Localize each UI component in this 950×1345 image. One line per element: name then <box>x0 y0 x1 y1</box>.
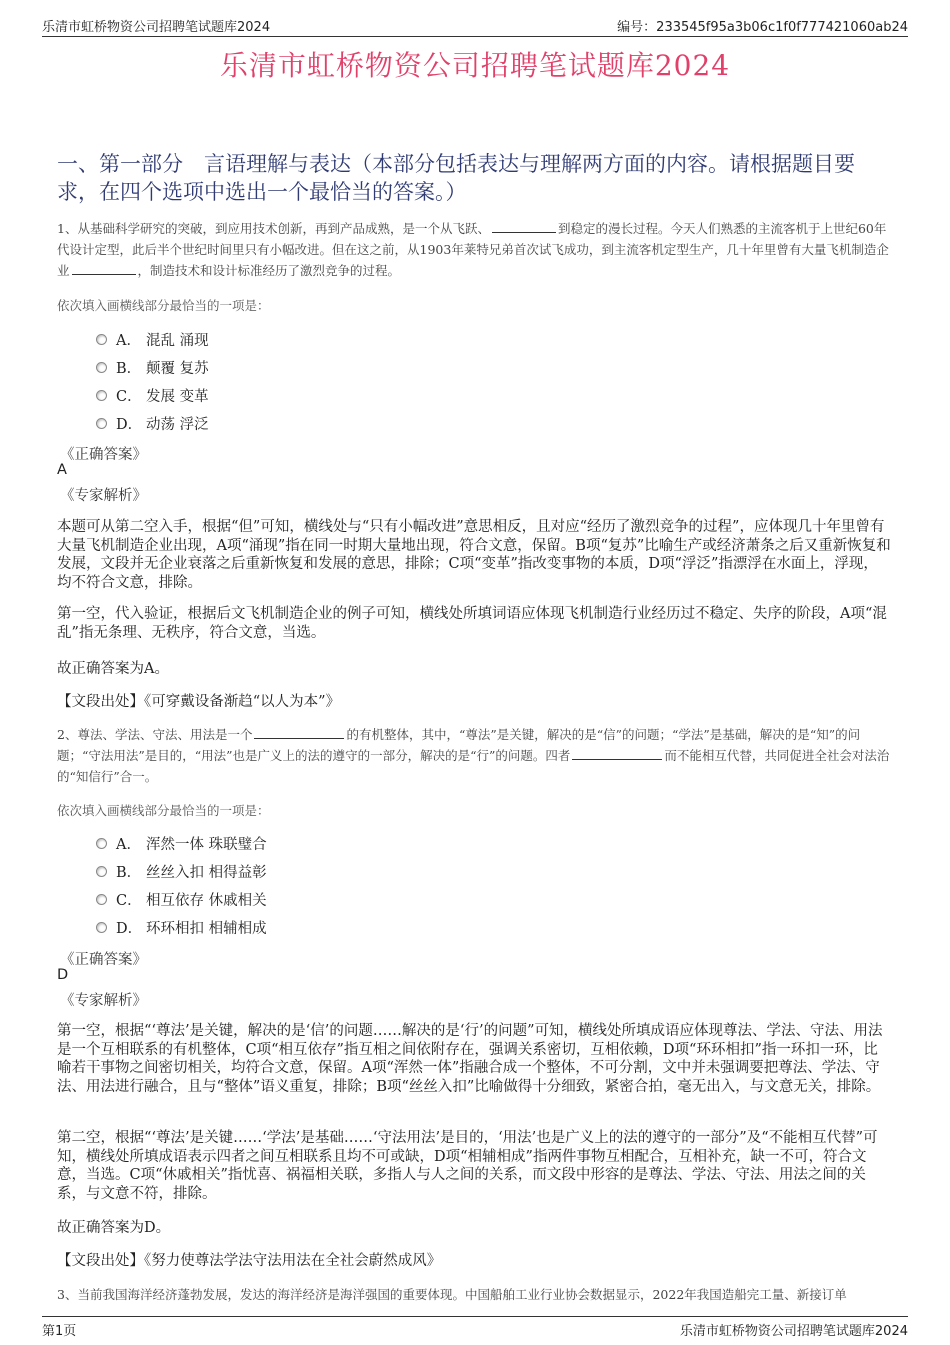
question-2-options <box>96 829 267 941</box>
question-1-options <box>96 325 209 437</box>
page-title: 乐清市虹桥物资公司招聘笔试题库2024 <box>219 49 731 82</box>
text-source: 【文段出处】《努力使尊法学法守法用法在全社会蔚然成风》 <box>57 1253 442 1269</box>
question-2-part-c: 而不能相互代替，共同促进全社会对法治的“知信行”合一。 <box>57 748 890 784</box>
question-2-text <box>57 724 895 787</box>
analysis-paragraph: 第一空，代入验证，根据后文飞机制造企业的例子可知，横线处所填词语应体现飞机制造行业经历过不稳定、失序的阶段，A项“混乱”指无条理、无秩序，符合文意，当选。 <box>57 606 887 641</box>
correct-answer: D <box>57 967 69 983</box>
option-b[interactable]: B． 颠覆 复苏 <box>96 353 209 381</box>
radio-icon[interactable] <box>96 894 107 905</box>
question-1-part-b: 到稳定的漫长过程。今天人们熟悉的主流客机于上世纪60年代设计定型，此后半个世纪时间里只有小幅改进。但在这之前，从1903年莱特兄弟首次试飞成功，到主流客机定型生产，几十年里曾有大量飞机制造企业 <box>57 221 889 278</box>
correct-answer: A <box>57 462 67 478</box>
option-c[interactable]: C． 发展 变革 <box>96 381 209 409</box>
question-3-text: 3、当前我国海洋经济蓬勃发展，发达的海洋经济是海洋强国的重要体现。中国船舶工业行业协会数据显示，2022年我国造船完工量、新接订单 <box>57 1287 847 1302</box>
option-d[interactable]: D． 环环相扣 相辅相成 <box>96 913 267 941</box>
correct-answer-label: 《正确答案》 <box>60 447 147 463</box>
question-1-part-c: ，制造技术和设计标准经历了激烈竞争的过程。 <box>137 263 401 278</box>
page-footer <box>42 1316 908 1337</box>
header-document-id: 编号：233545f95a3b06c1f0f777421060ab24 <box>617 20 908 35</box>
question-1-prompt: 依次填入画横线部分最恰当的一项是： <box>57 298 270 313</box>
option-a[interactable]: A． 浑然一体 珠联璧合 <box>96 829 267 857</box>
header-left-title: 乐清市虹桥物资公司招聘笔试题库2024 <box>42 20 271 35</box>
radio-icon[interactable] <box>96 334 107 345</box>
blank-line <box>572 747 662 760</box>
radio-icon[interactable] <box>96 362 107 373</box>
analysis-paragraph: 第一空，根据“‘尊法’是关键，解决的是‘信’的问题……解决的是‘行’的问题”可知，横线处所填成语应体现尊法、学法、守法、用法是一个互相联系的有机整体，C项“相互依存”指互相之间依附存在，强调关系密切，互相依赖，D项“环环相扣”指一环扣一环，比喻若干事物之间密切相关，均符合文意，保留。A项“浑然一体”指融合成一个整体，不可分割，文中并未强调要把尊法、学法、守法、用法进行融合，且与“整体”语义重复，排除；B项“丝丝入扣”比喻做得十分细致，紧密合拍，毫无出入，与文意无关，排除。 <box>57 1023 883 1095</box>
option-c[interactable]: C． 相互依存 休戚相关 <box>96 885 267 913</box>
page-header <box>42 14 908 37</box>
question-2-part-b: 的有机整体，其中，“尊法”是关键，解决的是“信”的问题；“学法”是基础，解决的是“知”的问题；“守法用法”是目的，“用法”也是广义上的法的遵守的一部分，解决的是“行”的问题。四者 <box>57 727 861 763</box>
analysis-paragraph: 本题可从第二空入手，根据“但”可知，横线处与“只有小幅改进”意思相反，且对应“经历了激烈竞争的过程”，应体现几十年里曾有大量飞机制造企业出现，A项“涌现”指在同一时期大量地出现，符合文意，保留。B项“复苏”比喻生产或经济萧条之后又重新恢复和发展，文段并无企业衰落之后重新恢复和发展的意思，排除；C项“变革”指改变事物的本质，D项“浮泛”指漂浮在水面上，浮现，均不符合文意，排除。 <box>57 519 891 591</box>
section-heading: 一、第一部分 言语理解与表达（本部分包括表达与理解两方面的内容。请根据题目要求，在四个选项中选出一个最恰当的答案。） <box>57 152 855 204</box>
correct-answer-label: 《正确答案》 <box>60 952 147 968</box>
radio-icon[interactable] <box>96 390 107 401</box>
question-2-part-a: 2、尊法、学法、守法、用法是一个 <box>57 727 253 742</box>
question-1-part-a: 1、从基础科学研究的突破，到应用技术创新，再到产品成熟，是一个从飞跃、 <box>57 221 490 236</box>
expert-analysis-label: 《专家解析》 <box>60 993 147 1009</box>
option-d[interactable]: D． 动荡 浮泛 <box>96 409 209 437</box>
analysis-paragraph: 第二空，根据“‘尊法’是关键……‘学法’是基础……‘守法用法’是目的，‘用法’也是广义上的法的遵守的一部分”及“不能相互代替”可知，横线处所填成语表示四者之间互相联系且均不可或缺，D项“相辅相成”指两件事物互相配合，互相补充，缺一不可，符合文意，当选。C项“休戚相关”指忧喜、祸福相关联，多指人与人之间的关系，而文段中形容的是尊法、学法、守法、用法之间的关系，与文意不符，排除。 <box>57 1130 878 1202</box>
expert-analysis-label: 《专家解析》 <box>60 488 147 504</box>
option-a[interactable]: A． 混乱 涌现 <box>96 325 209 353</box>
footer-title: 乐清市虹桥物资公司招聘笔试题库2024 <box>679 1324 908 1339</box>
radio-icon[interactable] <box>96 922 107 933</box>
radio-icon[interactable] <box>96 838 107 849</box>
blank-line <box>72 262 136 275</box>
question-1-text <box>57 218 895 281</box>
answer-conclusion: 故正确答案为A。 <box>57 661 169 677</box>
radio-icon[interactable] <box>96 418 107 429</box>
option-b[interactable]: B． 丝丝入扣 相得益彰 <box>96 857 267 885</box>
blank-line <box>492 220 556 233</box>
text-source: 【文段出处】《可穿戴设备渐趋“以人为本”》 <box>57 694 341 710</box>
radio-icon[interactable] <box>96 866 107 877</box>
blank-line <box>254 726 344 739</box>
answer-conclusion: 故正确答案为D。 <box>57 1220 171 1236</box>
page-number: 第1页 <box>42 1324 77 1339</box>
question-2-prompt: 依次填入画横线部分最恰当的一项是： <box>57 803 270 818</box>
